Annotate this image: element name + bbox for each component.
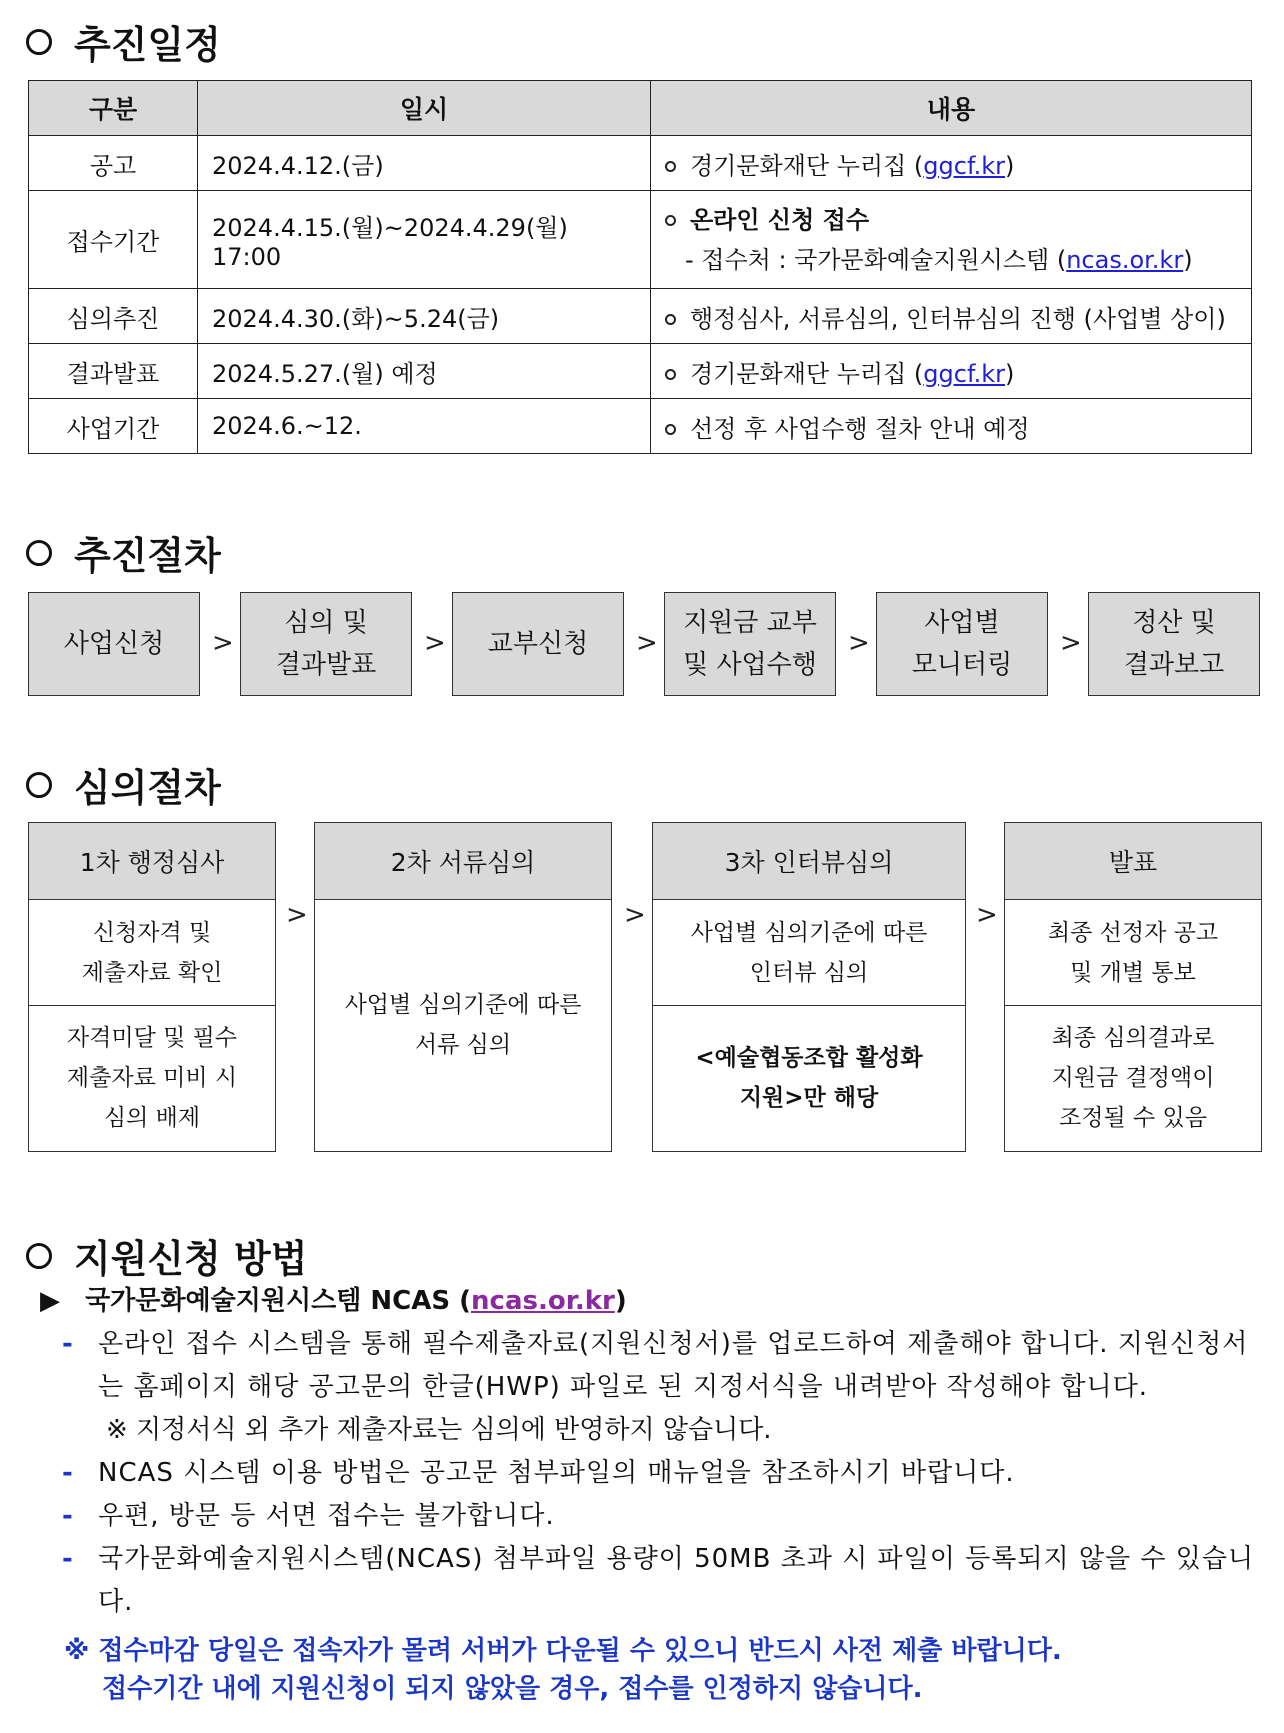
- stage-cell: [29, 900, 275, 1006]
- step-monitoring: [876, 592, 1048, 696]
- stage-head: 3차 인터뷰심의: [653, 823, 965, 900]
- system-name: 국가문화예술지원시스템 NCAS (: [85, 1286, 472, 1316]
- cell-line: 지원금 결정액이: [1051, 1065, 1215, 1091]
- table-header-row: [29, 81, 1252, 136]
- ggcf-link[interactable]: ggcf.kr: [923, 359, 1006, 388]
- review-title: 심의절차: [74, 766, 221, 810]
- step-label: 사업별: [924, 608, 1000, 638]
- header-category: 구분: [29, 81, 198, 136]
- row-content: [651, 399, 1252, 454]
- circle-icon: [26, 29, 52, 55]
- row-category: 사업기간: [29, 399, 198, 454]
- dash-icon: -: [62, 1458, 74, 1488]
- schedule-title: 추진일정: [74, 23, 221, 67]
- stage-head: 1차 행정심사: [29, 823, 275, 900]
- title-tail: ): [614, 1286, 627, 1316]
- cell-line: 신청자격 및: [92, 919, 212, 946]
- content-tail: ): [1183, 245, 1193, 274]
- list-item: [40, 1538, 1255, 1624]
- apply-title: 지원신청 방법: [74, 1237, 308, 1281]
- warning-line: 접수기간 내에 지원신청이 되지 않았을 경우, 접수를 인정하지 않습니다.: [102, 1674, 923, 1704]
- row-content: [651, 191, 1252, 289]
- step-label: 사업신청: [63, 629, 165, 659]
- table-row: [29, 344, 1252, 399]
- step-apply: [28, 592, 200, 696]
- arrow-icon: >: [424, 628, 446, 658]
- bullet-icon: [665, 369, 676, 380]
- cell-line: 사업별 심의기준에 따른: [344, 992, 582, 1018]
- stage-head: 발표: [1005, 823, 1261, 900]
- row-date: 2024.6.~12.: [198, 399, 651, 454]
- circle-icon: [26, 772, 52, 798]
- item-text: 국가문화예술지원시스템(NCAS) 첨부파일 용량이 50MB 초과 시 파일이 등록되지 않을 수 있습니다.: [98, 1544, 1255, 1617]
- row-content: [651, 344, 1252, 399]
- table-row: [29, 136, 1252, 191]
- content-text: 경기문화재단 누리집 (: [690, 359, 924, 388]
- cell-line: 지원>만 해당: [739, 1085, 879, 1111]
- row-category: 공고: [29, 136, 198, 191]
- arrow-icon: >: [286, 900, 308, 930]
- row-date: 2024.4.30.(화)~5.24(금): [198, 289, 651, 344]
- header-content: 내용: [651, 81, 1252, 136]
- content-text: 온라인 신청 접수: [690, 205, 869, 234]
- cell-line: 제출자료 미비 시: [66, 1065, 238, 1091]
- ncas-link[interactable]: ncas.or.kr: [1066, 245, 1184, 274]
- cell-line: 자격미달 및 필수: [66, 1025, 238, 1051]
- header-date: 일시: [198, 81, 651, 136]
- dash-icon: -: [62, 1329, 74, 1359]
- cell-line: 사업별 심의기준에 따른: [690, 919, 928, 946]
- row-category: 접수기간: [29, 191, 198, 289]
- step-label: 결과보고: [1123, 650, 1225, 680]
- apply-heading: [26, 1228, 307, 1283]
- review-stage-1: [28, 822, 276, 1152]
- step-review: [240, 592, 412, 696]
- row-content: [651, 289, 1252, 344]
- stage-cell: [315, 900, 611, 1150]
- schedule-table: [28, 80, 1252, 454]
- stage-cell: [1005, 900, 1261, 1006]
- step-label: 심의 및: [284, 608, 368, 638]
- arrow-icon: >: [1060, 628, 1082, 658]
- content-text: 행정심사, 서류심의, 인터뷰심의 진행 (사업별 상이): [690, 304, 1226, 333]
- bullet-icon: [665, 215, 676, 226]
- cell-line: 최종 선정자 공고: [1047, 919, 1219, 946]
- cell-line: <예술협동조합 활성화: [695, 1045, 923, 1071]
- warning-line: ※ 접수마감 당일은 접속자가 몰려 서버가 다운될 수 있으니 반드시 사전 제출 바랍니다.: [64, 1636, 1062, 1666]
- item-text: 우편, 방문 등 서면 접수는 불가합니다.: [98, 1501, 555, 1531]
- table-row: [29, 289, 1252, 344]
- row-category: 결과발표: [29, 344, 198, 399]
- table-row: [29, 191, 1252, 289]
- content-text: 경기문화재단 누리집 (: [690, 151, 924, 180]
- cell-line: 심의 배제: [103, 1105, 201, 1131]
- row-category: 심의추진: [29, 289, 198, 344]
- content-tail: ): [1005, 151, 1015, 180]
- step-label: 모니터링: [911, 650, 1013, 680]
- row-date: 2024.4.12.(금): [198, 136, 651, 191]
- stage-cell: [29, 1006, 275, 1150]
- triangle-icon: ▶: [40, 1286, 60, 1316]
- arrow-icon: >: [624, 900, 646, 930]
- cell-line: 인터뷰 심의: [749, 959, 869, 986]
- item-text: 온라인 접수 시스템을 통해 필수제출자료(지원신청서)를 업로드하여 제출해야 합니다. 지원신청서는 홈페이지 해당 공고문의 한글(HWP) 파일로 된 지정서식을 내려받아 작성해야 합니다.: [98, 1329, 1249, 1402]
- schedule-heading: [26, 14, 221, 69]
- bullet-icon: [665, 424, 676, 435]
- ggcf-link[interactable]: ggcf.kr: [923, 151, 1006, 180]
- table-row: [29, 399, 1252, 454]
- step-grant-request: [452, 592, 624, 696]
- step-label: 및 사업수행: [683, 650, 817, 680]
- procedure-heading: [26, 525, 221, 580]
- content-tail: ): [1005, 359, 1015, 388]
- apply-section: [40, 1280, 1255, 1708]
- cell-line: 및 개별 통보: [1070, 959, 1196, 986]
- cell-line: 최종 심의결과로: [1051, 1025, 1215, 1051]
- row-date: 2024.4.15.(월)~2024.4.29(월) 17:00: [198, 191, 651, 289]
- stage-cell: [653, 1006, 965, 1150]
- procedure-title: 추진절차: [74, 534, 221, 578]
- arrow-icon: >: [636, 628, 658, 658]
- row-content: [651, 136, 1252, 191]
- bullet-icon: [665, 314, 676, 325]
- stage-cell: [1005, 1006, 1261, 1150]
- step-label: 결과발표: [275, 650, 377, 680]
- step-settlement: [1088, 592, 1260, 696]
- warning-text: [40, 1632, 1255, 1708]
- step-grant-execution: [664, 592, 836, 696]
- list-item: [40, 1323, 1255, 1409]
- item-text: NCAS 시스템 이용 방법은 공고문 첨부파일의 매뉴얼을 참조하시기 바랍니다.: [98, 1458, 1015, 1488]
- dash-icon: -: [62, 1501, 74, 1531]
- dash-icon: -: [62, 1544, 74, 1574]
- step-label: 교부신청: [487, 629, 589, 659]
- cell-line: 조정될 수 있음: [1059, 1105, 1207, 1131]
- apply-system-title: [40, 1280, 1255, 1317]
- arrow-icon: >: [848, 628, 870, 658]
- arrow-icon: >: [976, 900, 998, 930]
- step-label: 정산 및: [1132, 608, 1216, 638]
- circle-icon: [26, 1243, 52, 1269]
- circle-icon: [26, 540, 52, 566]
- cell-line: 서류 심의: [414, 1032, 512, 1058]
- cell-line: 제출자료 확인: [81, 959, 223, 986]
- review-stage-2: [314, 822, 612, 1152]
- stage-head: 2차 서류심의: [315, 823, 611, 900]
- bullet-icon: [665, 161, 676, 172]
- arrow-icon: >: [212, 628, 234, 658]
- stage-cell: [653, 900, 965, 1006]
- content-sub: - 접수처 : 국가문화예술지원시스템 (: [685, 245, 1067, 274]
- ncas-link[interactable]: ncas.or.kr: [471, 1286, 615, 1316]
- content-text: 선정 후 사업수행 절차 안내 예정: [690, 414, 1030, 443]
- row-date: 2024.5.27.(월) 예정: [198, 344, 651, 399]
- note-text: ※ 지정서식 외 추가 제출자료는 심의에 반영하지 않습니다.: [106, 1415, 772, 1445]
- list-item: [40, 1452, 1255, 1495]
- review-stage-3: [652, 822, 966, 1152]
- step-label: 지원금 교부: [683, 608, 817, 638]
- list-item: [40, 1495, 1255, 1538]
- review-heading: [26, 757, 221, 812]
- review-stage-4: [1004, 822, 1262, 1152]
